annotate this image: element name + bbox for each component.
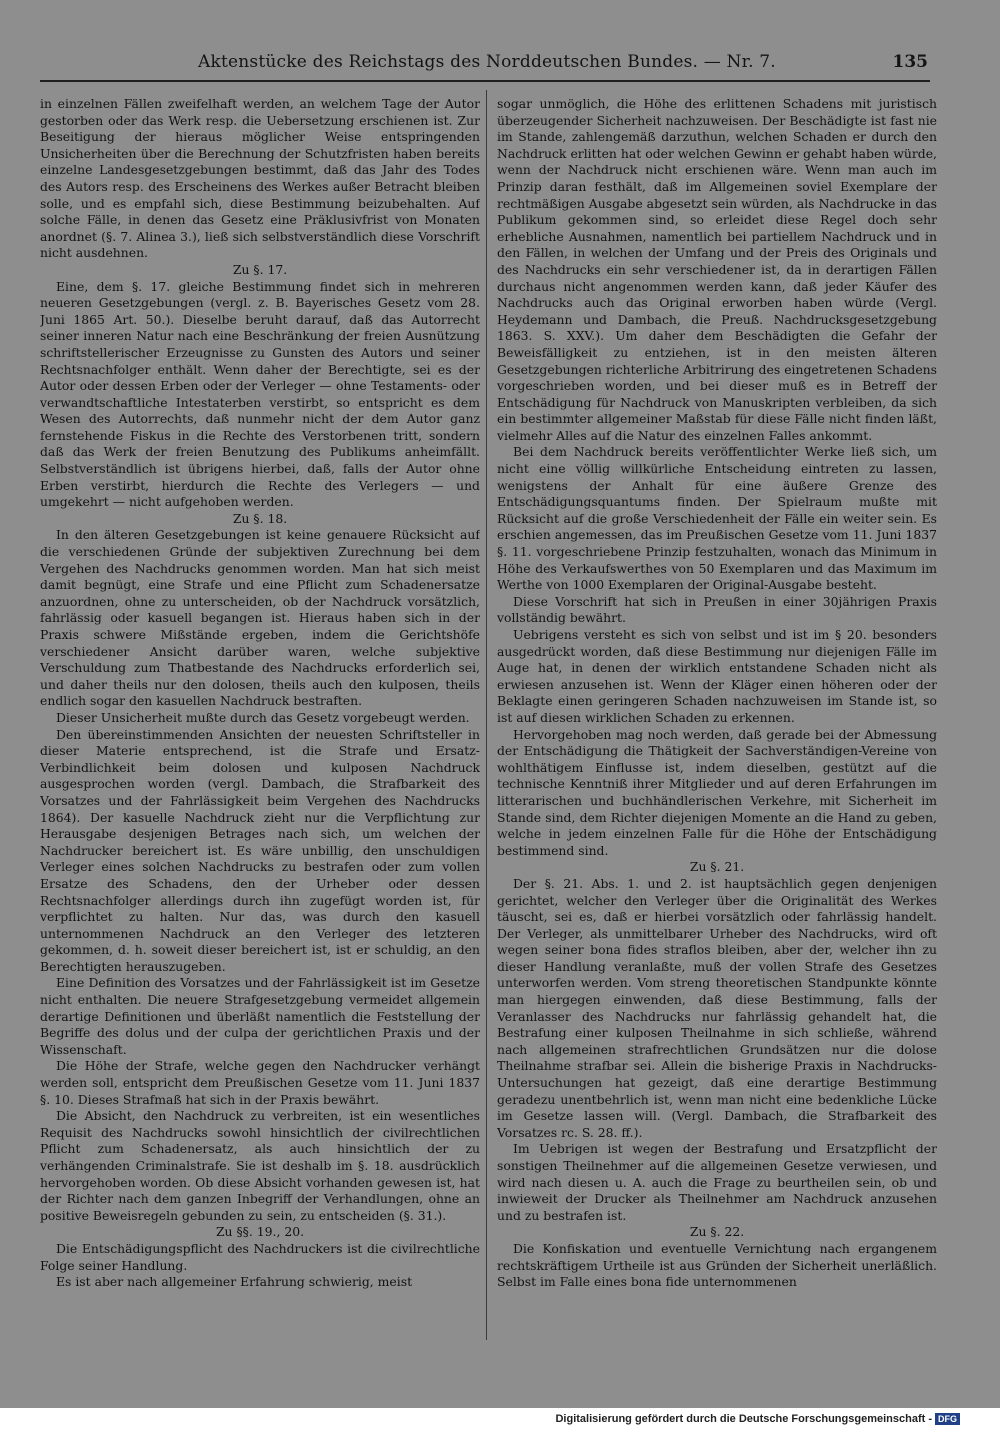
dfg-logo: DFG [935, 1413, 960, 1425]
paragraph: Es ist aber nach allgemeiner Erfahrung schwierig, meist [56, 1274, 413, 1290]
paragraph: Den übereinstimmenden Ansichten der neuesten Schriftsteller in dieser Materie entsprechend, ist die Strafe und Ersatz-Verbindlichkeit beim dolosen und kulposen Nachdruck ausgesprochen worden (vergl. Dambach, die Strafbarkeit des Vorsatzes und der Fahrlässigkeit beim Vergehen des Nachdrucks 1864). Der kasuelle Nachdruck zieht nur die Verpflichtung zur Herausgabe desjenigen Betrages nach sich, um welchen der Nachdrucker bereichert ist. Es wäre unbillig, den unschuldigen Verleger eines solchen Nachdrucks zu bestrafen oder zum vollen Ersatze des Schadens, den der Urheber oder dessen Rechtsnachfolger allerdings durch ihn zugefügt worden ist, für verpflichtet zu halten. Nur das, was durch den kasuell unternommenen Nachdruck an den Verleger des letzteren gekommen, d. h. soweit dieser bereichert ist, ist er schuldig, an den Berechtigten herauszugeben. [40, 726, 480, 974]
paragraph: in einzelnen Fällen zweifelhaft werden, an welchem Tage der Autor gestorben oder das Werk resp. die Uebersetzung erschienen ist. Zur Beseitigung der hieraus möglicher Weise entspringenden Unsicherheiten über die Berechnung der Schutzfristen haben bereits einzelne Landesgesetzgebungen bestimmt, daß das Jahr des Todes des Autors resp. des Erscheinens des Werkes außer Betracht bleiben solle, und es empfahl sich, diese Bestimmung beizubehalten. Auf solche Fälle, in denen das Gesetz eine Präklusivfrist von Monaten anordnet (§. 7. Alinea 3.), ließ sich selbstverständlich diese Vorschrift nicht ausdehnen. [40, 96, 480, 261]
paragraph: Dieser Unsicherheit mußte durch das Gesetz vorgebeugt werden. [56, 709, 470, 725]
section-heading: Zu §. 18. [232, 510, 288, 526]
paragraph: In den älteren Gesetzgebungen ist keine genauere Rücksicht auf die verschiedenen Gründe der subjektiven Zurechnung bei dem Vergehen des Nachdrucks genommen worden. Man hat sich meist damit begnügt, eine Strafe und eine Pflicht zum Schadenersatze anzuordnen, ohne zu unterscheiden, ob der Nachdruck vorsätzlich, fahrlässig oder kasuell begangen ist. Hieraus haben sich in der Praxis schwere Mißstände ergeben, indem die Gerichtshöfe verschiedener Ansicht darüber waren, welche subjektive Verschuldung zum Thatbestande des Nachdrucks erforderlich sei, und daher theils nur den dolosen, theils auch den kulposen, theils endlich sogar den kasuellen Nachdruck bestraften. [40, 527, 480, 709]
page-header [40, 52, 930, 76]
paragraph: Uebrigens versteht es sich von selbst und ist im § 20. besonders ausgedrückt worden, daß diese Bestimmung nur diejenigen Fälle im Auge hat, in denen der wirklich entstandene Schaden nicht als erwiesen anzusehen ist. Wenn der Kläger einen höheren oder der Beklagte einen geringeren Schaden nachzuweisen im Stande ist, so ist auf diesen wirklichen Schaden zu erkennen. [497, 627, 937, 725]
paragraph: Die Höhe der Strafe, welche gegen den Nachdrucker verhängt werden soll, entspricht dem Preußischen Gesetze vom 11. Juni 1837 §. 10. Dieses Strafmaß hat sich in der Praxis bewährt. [40, 1058, 480, 1107]
section-heading: Zu §. 21. [689, 859, 745, 875]
paragraph: sogar unmöglich, die Höhe des erlittenen Schadens mit juristisch überzeugender Sicherheit nachzuweisen. Der Beschädigte ist fast nie im Stande, zahlengemäß darzuthun, welchen Schaden er durch den Nachdruck erlitten hat oder welchen Gewinn er gehabt haben würde, wenn der Nachdruck nicht erschienen wäre. Wenn man auch im Prinzip daran festhält, daß im Allgemeinen soviel Exemplare der rechtmäßigen Ausgabe abgesetzt sein würden, als Nachdrucke in das Publikum gekommen sind, so erleidet diese Regel doch sehr erhebliche Ausnahmen, namentlich bei partiellem Nachdruck und in den Fällen, in welchen der Umfang und der Preis des Originals und des Nachdrucks ein sehr verschiedener ist, da in derartigen Fällen durchaus nicht angenommen werden kann, daß jeder Käufer des Nachdrucks auch das Original erworben haben würde (Vergl. Heydemann und Dambach, die Preuß. Nachdrucksgesetzgebung 1863. S. XXV.). Um daher dem Beschädigten die Gefahr der Beweisfälligkeit zu entziehen, ist in den meisten älteren Gesetzgebungen richterliche Arbitrirung des eingetretenen Schadens vorgeschrieben worden, und bei dieser muß es in Betreff der Entschädigung für Nachdruck von Manuskripten verbleiben, da sich ein bestimmter allgemeiner Maßstab für diese Fälle nicht finden läßt, vielmehr Alles auf die Natur des einzelnen Falles ankommt. [497, 96, 937, 443]
section-heading: Zu §. 17. [232, 261, 288, 277]
paragraph: Die Entschädigungspflicht des Nachdruckers ist die civilrechtliche Folge seiner Handlung. [40, 1240, 480, 1273]
paragraph: Eine, dem §. 17. gleiche Bestimmung findet sich in mehreren neueren Gesetzgebungen (vergl. z. B. Bayerisches Gesetz vom 28. Juni 1865 Art. 50.). Dieselbe beruht darauf, daß das Autorrecht seiner inneren Natur nach eine Beschränkung der freien Ausnützung schriftstellerischer Erzeugnisse zu Gunsten des Autors und seiner Rechtsnachfolger enthält. Wenn daher der Berechtigte, sei es der Autor oder dessen Erben oder der Verleger — ohne Testaments- oder verwandtschaftliche Intestaterben verstirbt, so entspricht es dem Wesen des Autorrechts, daß nunmehr nicht der dem Autor ganz fernstehende Fiskus in die Rechte des Verstorbenen tritt, sondern daß das Werk der freien Benutzung des Publikums anheimfällt. Selbstverständlich ist übrigens hierbei, daß, falls der Autor ohne Erben verstirbt, hierdurch die Rechte des Verlegers — und umgekehrt — nicht aufgehoben werden. [40, 278, 480, 510]
footer-credit [555, 1413, 960, 1425]
paragraph: Im Uebrigen ist wegen der Bestrafung und Ersatzpflicht der sonstigen Theilnehmer auf die allgemeinen Gesetze verwiesen, und wird nach diesen u. A. auch die Frage zu beurtheilen sein, ob und inwieweit der Drucker als Theilnehmer am Nachdruck anzusehen und zu bestrafen ist. [497, 1141, 937, 1223]
paragraph: Der §. 21. Abs. 1. und 2. ist hauptsächlich gegen denjenigen gerichtet, welcher den Verleger über die Originalität des Werkes täuscht, sei es, daß er hierbei vorsätzlich oder fahrlässig handelt. Der Verleger, als unmittelbarer Urheber des Nachdrucks, wird oft wegen seiner bona fides straflos bleiben, aber der, welcher ihn zu dieser Handlung veranlaßte, muß der vollen Strafe des Gesetzes unterworfen werden. Vom streng theoretischen Standpunkte könnte man hiergegen einwenden, daß diese Bestimmung, falls der Veranlasser des Nachdrucks nur fahrlässig gehandelt hat, die Bestrafung einer kulposen Theilnahme in sich schließe, während nach allgemeinen strafrechtlichen Grundsätzen nur die dolose Theilnahme strafbar sei. Allein die bisherige Praxis in Nachdrucks-Untersuchungen hat gezeigt, daß eine derartige Bestimmung geradezu unentbehrlich ist, wenn man nicht eine bedenkliche Lücke im Gesetze lassen will. (Vergl. Dambach, die Strafbarkeit des Vorsatzes rc. S. 28. ff.). [497, 875, 937, 1140]
section-heading: Zu §§. 19., 20. [215, 1224, 305, 1240]
header-rule [40, 80, 930, 82]
paragraph: Diese Vorschrift hat sich in Preußen in einer 30jährigen Praxis vollständig bewährt. [497, 593, 937, 626]
footer-bar [0, 1408, 1000, 1432]
paragraph: Die Konfiskation und eventuelle Vernichtung nach ergangenem rechtskräftigem Urtheile ist aus Gründen der Sicherheit unerläßlich. Selbst im Falle eines bona fide unternommenen [497, 1240, 937, 1290]
paragraph: Die Absicht, den Nachdruck zu verbreiten, ist ein wesentliches Requisit des Nachdrucks sowohl hinsichtlich der civilrechtlichen Pflicht zum Schadenersatz, als auch hinsichtlich der zu verhängenden Criminalstrafe. Sie ist deshalb im §. 18. ausdrücklich hervorgehoben worden. Ob diese Absicht vorhanden gewesen ist, hat der Richter nach dem ganzen Inbegriff der Verhandlungen, ohne an positive Beweisregeln gebunden zu sein, zu entscheiden (§. 31.). [40, 1108, 480, 1223]
footer-credit-text: Digitalisierung gefördert durch die Deutsche Forschungsgemeinschaft - [555, 1413, 932, 1425]
running-title: Aktenstücke des Reichstags des Norddeutschen Bundes. — Nr. 7. [198, 52, 776, 72]
column-divider [486, 90, 487, 1340]
paragraph: Eine Definition des Vorsatzes und der Fahrlässigkeit ist im Gesetze nicht enthalten. Die neuere Strafgesetzgebung vermeidet allgemein derartige Definitionen und überläßt namentlich die Feststellung der Begriffe des dolus und der culpa der gerichtlichen Praxis und der Wissenschaft. [40, 975, 480, 1057]
right-column [497, 96, 937, 1396]
section-heading: Zu §. 22. [689, 1224, 745, 1240]
left-column [40, 96, 480, 1396]
paragraph: Bei dem Nachdruck bereits veröffentlichter Werke ließ sich, um nicht eine völlig willkürliche Entscheidung eintreten zu lassen, wenigstens der Anhalt für eine äußere Grenze des Entschädigungsquantums finden. Der Spielraum mußte mit Rücksicht auf die große Verschiedenheit der Fälle ein weiter sein. Es erschien angemessen, das im Preußischen Gesetze vom 11. Juni 1837 §. 11. vorgeschriebene Prinzip festzuhalten, wonach das Minimum in Höhe des Verkaufswerthes von 50 Exemplaren und das Maximum im Werthe von 1000 Exemplaren der Original-Ausgabe besteht. [497, 444, 937, 593]
paragraph: Hervorgehoben mag noch werden, daß gerade bei der Abmessung der Entschädigung die Thätigkeit der Sachverständigen-Vereine von wohlthätigem Einflusse ist, indem dieselben, gestützt auf die technische Kenntniß ihrer Mitglieder und auf deren Erfahrungen im litterarischen und buchhändlerischen Verkehre, mit Sicherheit im Stande sind, dem Richter diejenigen Momente an die Hand zu geben, welche in jedem einzelnen Falle für die Höhe der Entschädigung bestimmend sind. [497, 726, 937, 858]
page-number: 135 [892, 52, 928, 72]
